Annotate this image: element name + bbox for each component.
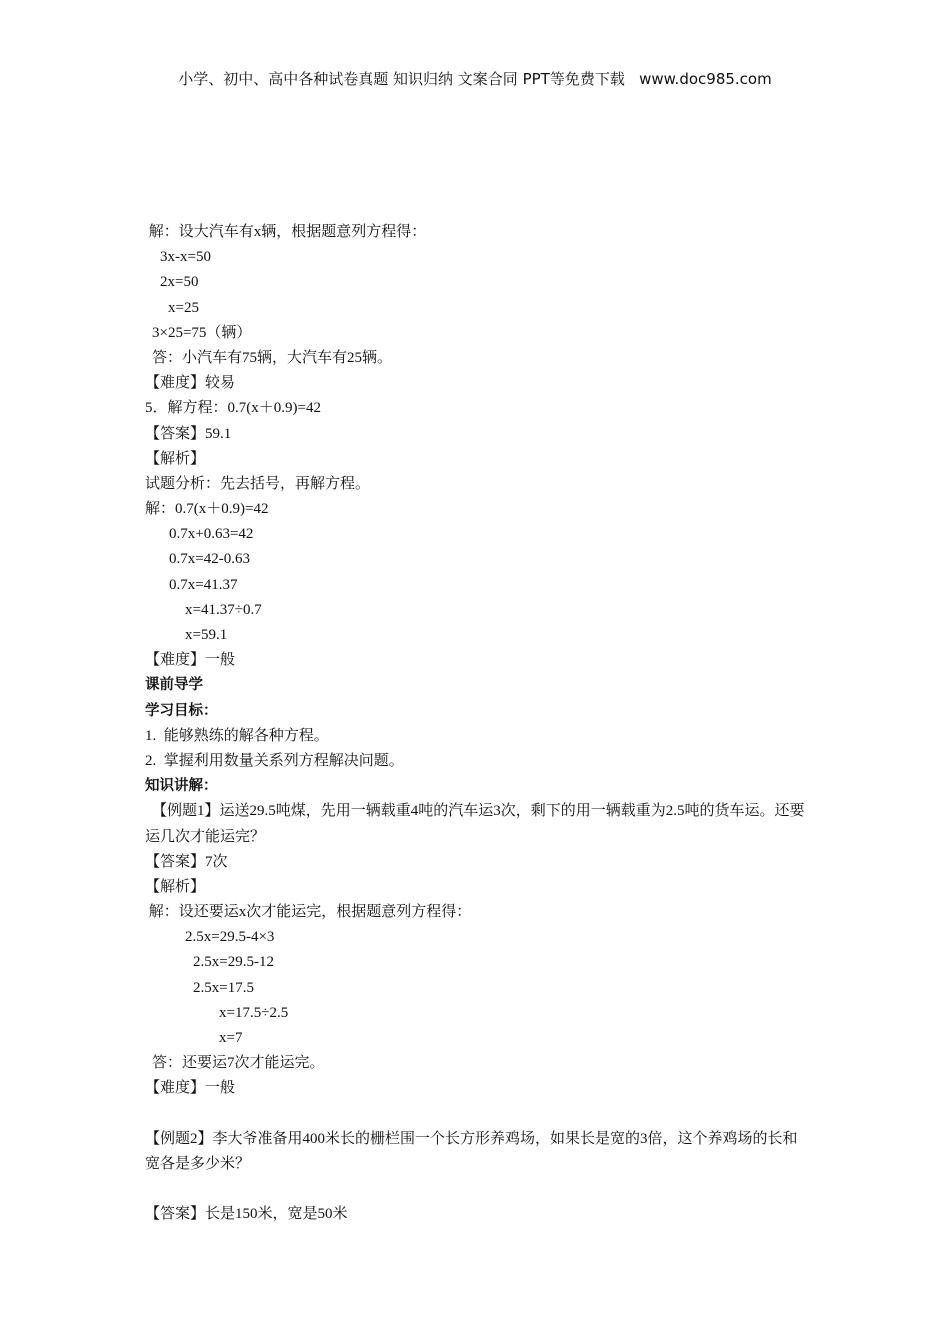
text-line: x=7 [219, 1030, 243, 1047]
text-line: 【解析】 [145, 450, 206, 467]
section-title: 课前导学 [145, 677, 203, 694]
text-line: 2x=50 [160, 274, 199, 291]
goal-item: 2. 掌握利用数量关系列方程解决问题。 [145, 752, 404, 769]
text-line: 解：设大汽车有x辆，根据题意列方程得： [145, 224, 427, 240]
spacer [145, 1102, 810, 1127]
example1-analysis-label: 【解析】 [145, 878, 206, 895]
text-line: 答：还要运7次才能运完。 [152, 1055, 325, 1072]
text-line: 解：设还要运x次才能运完，根据题意列方程得： [145, 904, 472, 921]
text-line: x=59.1 [185, 627, 228, 643]
text-line: 【难度】较易 [145, 375, 236, 392]
solution-lines [145, 220, 810, 673]
example2-question: 【例题2】李大爷准备用400米长的栅栏围一个长方形养鸡场，如果长是宽的3倍，这个养鸡场的长和宽各是多少米？ [145, 1130, 798, 1172]
text-line: 解：0.7(x＋0.9)=42 [145, 501, 269, 518]
goals-label: 学习目标： [145, 702, 218, 719]
document-body [145, 220, 810, 1228]
text-line: 0.7x=41.37 [169, 576, 238, 593]
example1-answer: 【答案】7次 [145, 853, 228, 870]
text-line: x=17.5÷2.5 [219, 1004, 289, 1021]
text-line: 【难度】一般 [145, 652, 236, 669]
text-line: 3x-x=50 [160, 249, 211, 266]
text-line: 答：小汽车有75辆，大汽车有25辆。 [152, 349, 393, 366]
text-line: 5．解方程：0.7(x＋0.9)=42 [145, 400, 321, 417]
text-line: 2.5x=29.5-12 [193, 954, 274, 971]
text-line: 试题分析：先去括号，再解方程。 [145, 475, 371, 492]
text-line: x=41.37÷0.7 [185, 601, 262, 618]
text-line: 3×25=75（辆） [152, 324, 252, 341]
knowledge-label: 知识讲解： [145, 778, 218, 795]
text-line: 【答案】59.1 [145, 425, 232, 442]
text-line: 0.7x=42-0.63 [169, 551, 250, 568]
example2-answer: 【答案】长是150米，宽是50米 [145, 1206, 348, 1223]
example1-difficulty: 【难度】一般 [145, 1080, 236, 1097]
spacer [145, 1177, 810, 1202]
text-line: 0.7x+0.63=42 [169, 526, 254, 543]
text-line: 2.5x=17.5 [193, 979, 254, 996]
example1-question: 【例题1】运送29.5吨煤，先用一辆载重4吨的汽车运3次，剩下的用一辆载重为2.5吨的货车运。还要运几次才能运完？ [145, 803, 805, 845]
page-header: 小学、初中、高中各种试卷真题 知识归纳 文案合同 PPT等免费下载 www.doc985.com [178, 70, 772, 88]
text-line: 2.5x=29.5-4×3 [185, 929, 275, 946]
example1-steps [145, 900, 810, 1076]
text-line: x=25 [168, 299, 199, 316]
goal-item: 1. 能够熟练的解各种方程。 [145, 727, 329, 744]
